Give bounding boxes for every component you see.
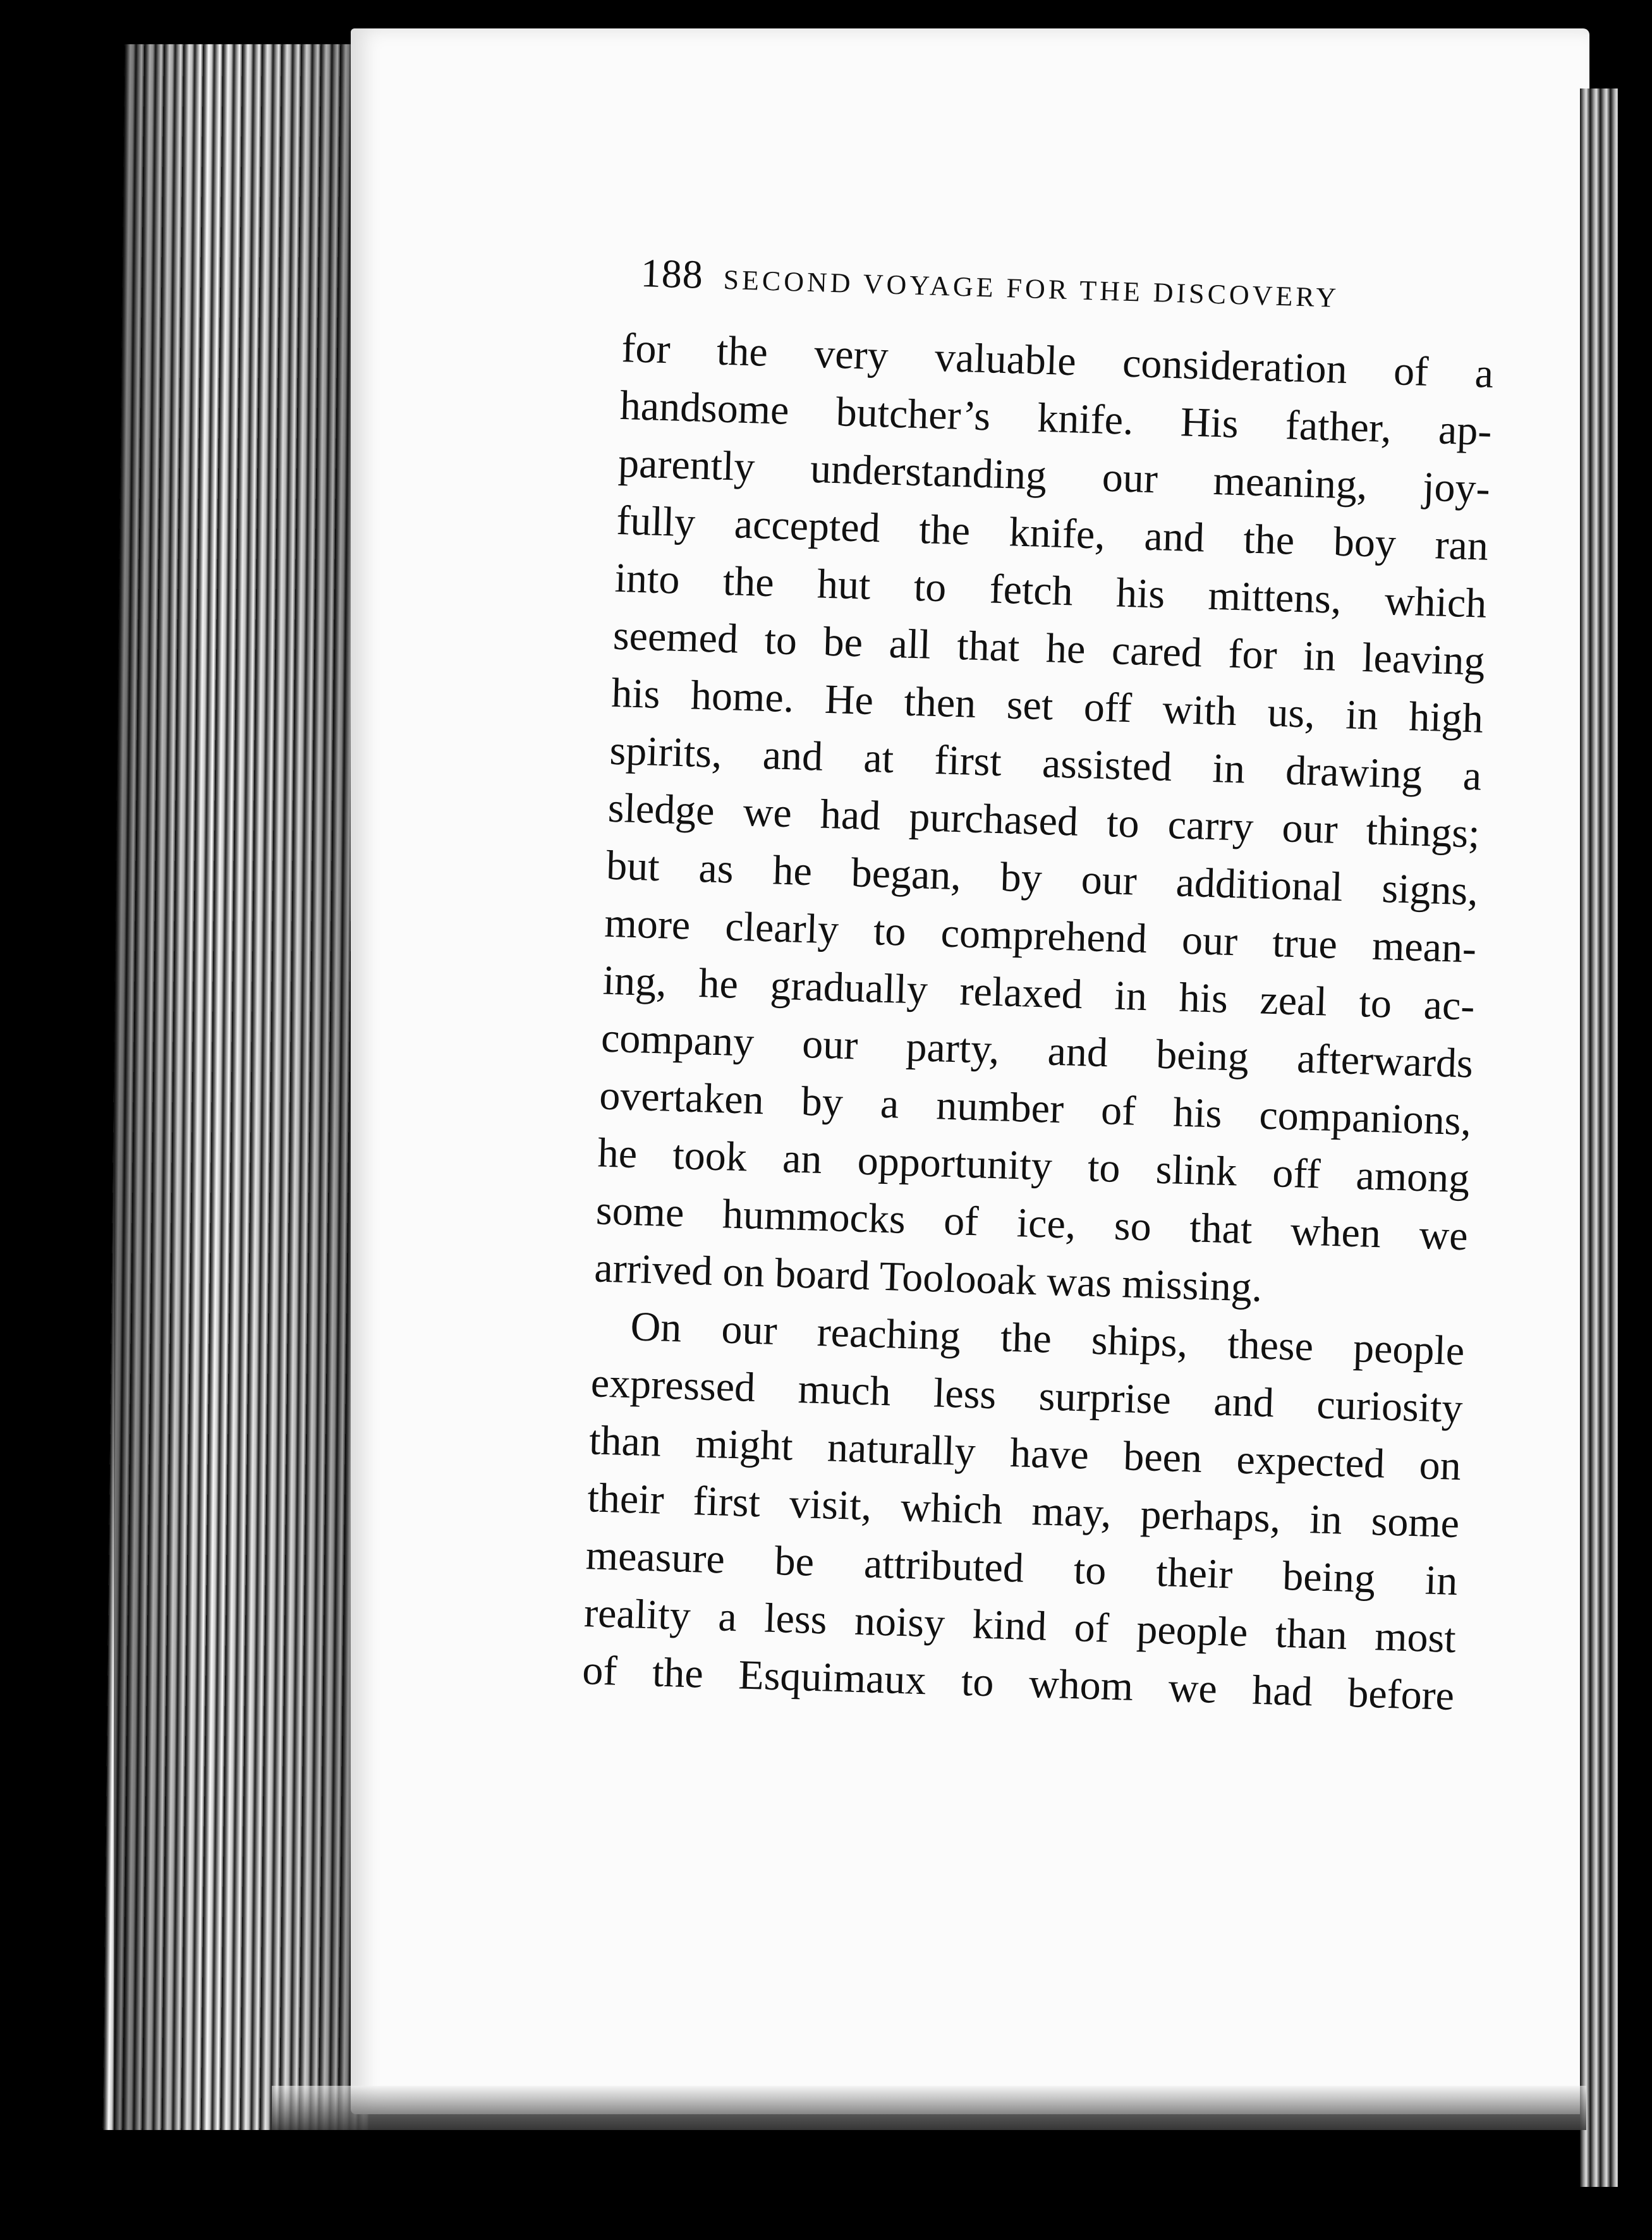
text-line: than might naturally have been expected on [588,1417,1462,1490]
text-line: their first visit, which may, perhaps, in some [586,1475,1461,1547]
left-edge-shadow [114,44,379,2130]
page-number: 188 [640,250,704,297]
text-line: reality a less noisy kind of people than most [583,1590,1457,1662]
running-title: SECOND VOYAGE FOR THE DISCOVERY [722,264,1340,313]
text-line: but as he began, by our additional signs, [605,842,1479,915]
text-line: company our party, and being afterwards [600,1014,1474,1087]
text-line: measure be attributed to their being in [585,1532,1459,1605]
text-line: fully accepted the knife, and the boy ran [616,497,1490,569]
text-line: On our reaching the ships, these people [629,1303,1466,1375]
text-line: overtaken by a number of his companions, [598,1072,1473,1145]
text-line: expressed much less surprise and curiosity [590,1360,1464,1432]
text-line: his home. He then set off with us, in high [610,669,1484,742]
text-line: handsome butcher’s knife. His father, ap- [619,382,1493,454]
text-line: spirits, and at first assisted in drawing a [609,727,1483,800]
paragraph-2 [581,1296,1465,1725]
text-line: for the very valuable consideration of a [621,324,1495,397]
bottom-page-shadow [272,2086,1586,2130]
text-line: sledge we had purchased to carry our things; [607,784,1481,857]
text-line: he took an opportunity to slink off among [597,1129,1471,1202]
text-line: into the hut to fetch his mittens, which [614,554,1488,627]
text-line: more clearly to comprehend our true mean- [604,899,1478,972]
text-line: of the Esquimaux to whom we had before [581,1647,1455,1719]
text-line: arrived on board Toolooak was missing. [593,1245,1263,1311]
right-page-edge [1580,88,1618,2187]
text-line: some hummocks of ice, so that when we [595,1187,1469,1260]
text-line: seemed to be all that he cared for in leaving [612,612,1486,685]
paragraph-1 [593,319,1494,1322]
text-line: parently understanding our meaning, joy- [617,439,1491,512]
text-line: ing, he gradually relaxed in his zeal to ac- [602,957,1476,1030]
body-text [581,319,1494,1725]
